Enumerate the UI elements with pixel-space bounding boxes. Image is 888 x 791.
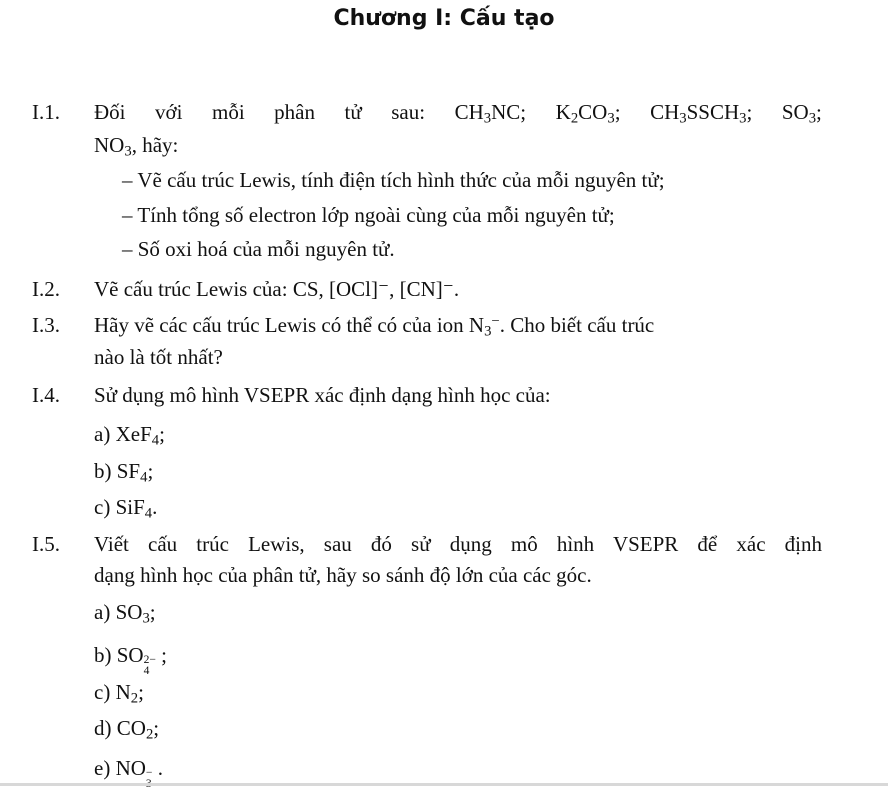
formula-n3-ion: $N_3^-$ (468, 313, 500, 340)
question-5-line-1: Viết cấu trúc Lewis, sau đó sử dụng mô hình VSEPR để xác định (94, 532, 822, 556)
question-1-line-1: Đối với mỗi phân tử sau: $CH_3NC$; $K_2CO_3$; $CH_3SSCH_3$; $SO_3$; (94, 100, 822, 127)
formula-k2co3: $K_2CO_3$; (555, 100, 621, 127)
chapter-title: Chương I: Cấu tạo (333, 6, 555, 31)
question-1-bullet-3: – Số oxi hoá của mỗi nguyên tử. (122, 237, 395, 261)
question-4-item-b: b) $SF_4$; (94, 459, 154, 486)
question-4-text: Sử dụng mô hình VSEPR xác định dạng hình học của: (94, 383, 551, 407)
question-1-bullet-2: – Tính tổng số electron lớp ngoài cùng của mỗi nguyên tử; (122, 203, 615, 227)
formula-n2: $N_2$; (115, 680, 144, 707)
question-3-line-2: nào là tốt nhất? (94, 345, 223, 369)
formula-ch3nc: $CH_3NC$; (454, 100, 527, 127)
question-5-item-d: d) $CO_2$; (94, 716, 160, 743)
formula-so3: $SO_3$; (781, 100, 822, 127)
question-3-line-1: Hãy vẽ các cấu trúc Lewis có thể có của ion $N_3^-$. Cho biết cấu trúc (94, 313, 655, 340)
question-5-item-e: e) NO − . (94, 756, 163, 780)
question-number-1: I.1. (32, 100, 60, 124)
question-5-item-a: a) $SO_3$; (94, 600, 156, 627)
formula-so3-b: $SO_3$; (115, 600, 156, 627)
question-2-text: Vẽ cấu trúc Lewis của: CS, [OCl]⁻, [CN]⁻. (94, 277, 460, 301)
question-1-bullet-1: – Vẽ cấu trúc Lewis, tính điện tích hình thức của mỗi nguyên tử; (122, 168, 665, 192)
formula-co2: $CO_2$; (116, 716, 160, 743)
question-1-line-2: $NO_3$, hãy: (94, 133, 179, 160)
formula-sf4: $SF_4$; (116, 459, 154, 486)
question-4-item-a: a) XeF$_4$; (94, 422, 165, 449)
question-5-item-c: c) $N_2$; (94, 680, 144, 707)
question-number-2: I.2. (32, 277, 60, 301)
question-number-3: I.3. (32, 313, 60, 337)
question-number-5: I.5. (32, 532, 60, 556)
formula-no3-ion: NO − . (115, 756, 163, 780)
formula-xef4: XeF$_4$; (115, 422, 165, 449)
question-5-line-2: dạng hình học của phân tử, hãy so sánh độ lớn của các góc. (94, 563, 592, 587)
formula-sif4: SiF$_4$. (115, 495, 158, 522)
question-number-4: I.4. (32, 383, 60, 407)
question-5-item-b: b) SO 2− 4 ; (94, 643, 167, 678)
formula-ch3ssch3: $CH_3SSCH_3$; (650, 100, 753, 127)
formula-so4-ion: SO 2− 4 ; (116, 643, 167, 678)
question-4-item-c: c) SiF$_4$. (94, 495, 158, 522)
page-bottom-edge (0, 783, 888, 786)
formula-no3: $NO_3$, (94, 133, 137, 160)
